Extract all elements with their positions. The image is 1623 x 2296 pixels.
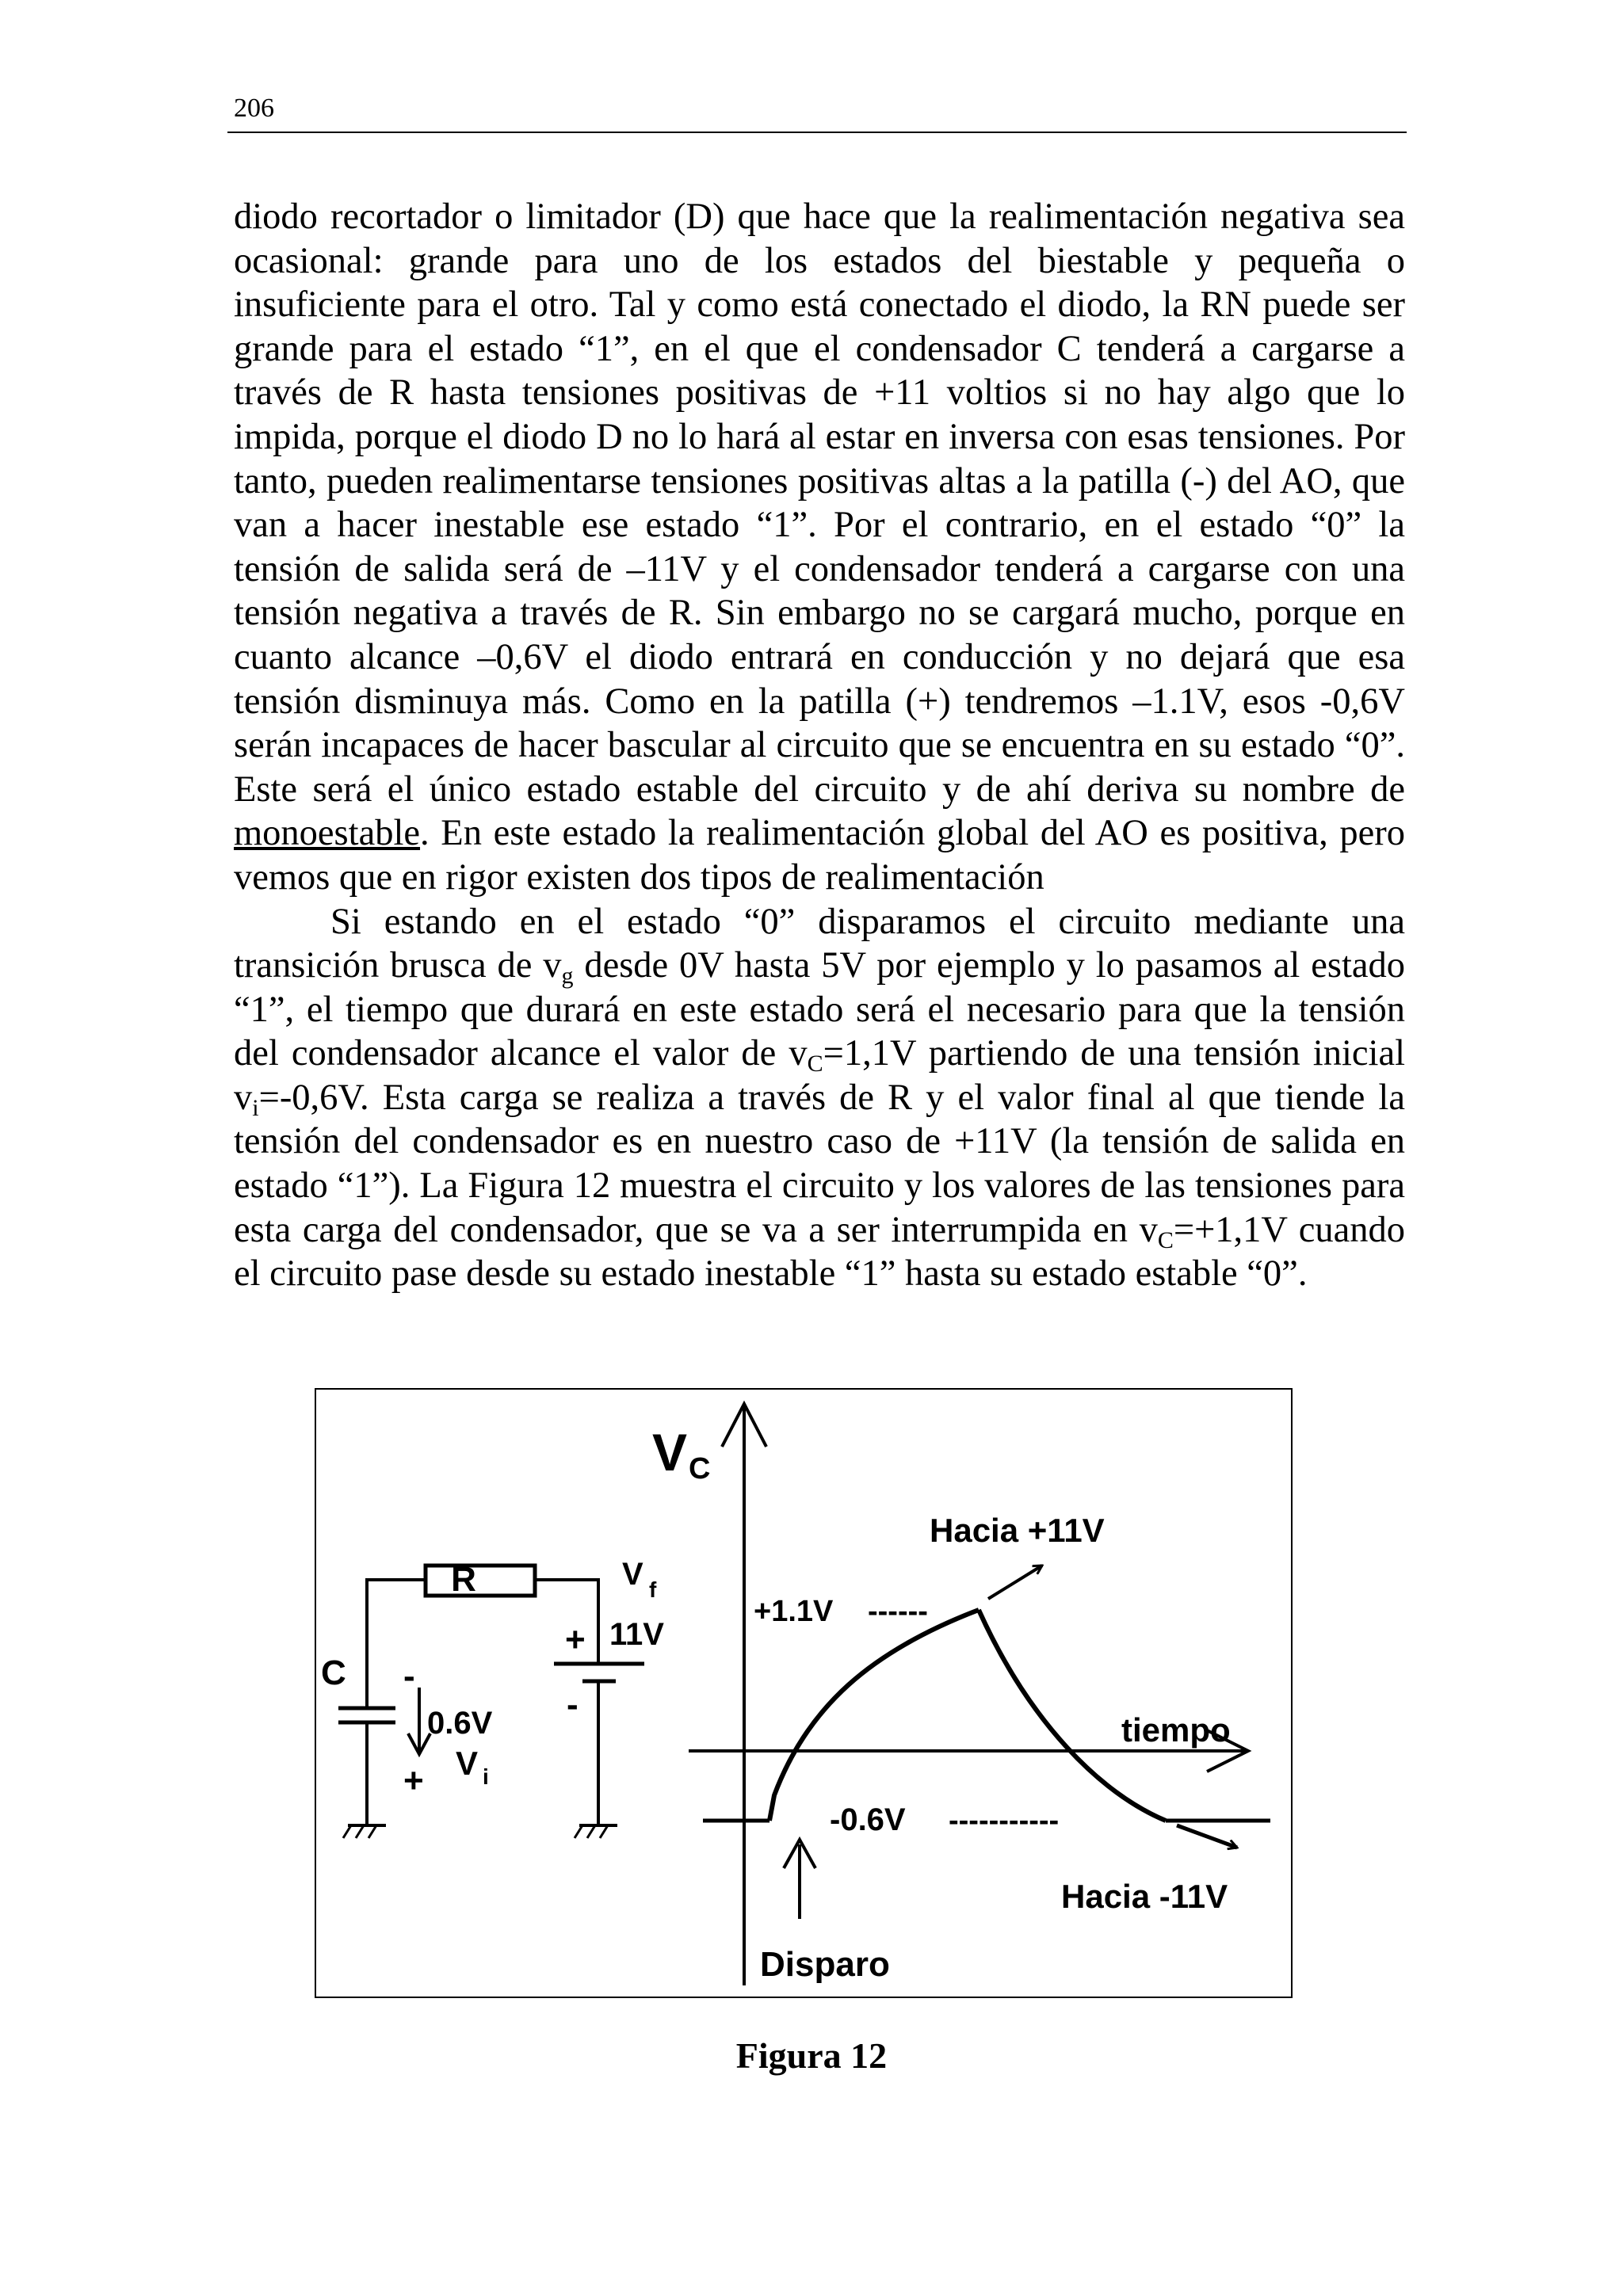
subscript-c: C: [807, 1051, 823, 1077]
figure-diagram: [316, 1390, 1291, 1997]
paragraph-2-text-2: desde 0V hasta 5V por ejemplo y lo pasamos al estado “1”, el tiempo que durará en este estado será el necesario para que la tensión del condensador alcance el valor de v: [234, 945, 1405, 1074]
vf-subscript: f: [649, 1577, 657, 1602]
charging-curve: [769, 1610, 979, 1821]
subscript-i: i: [252, 1094, 259, 1121]
paragraph-1-text-b: . En este estado la realimentación global del AO es positiva, pero vemos que en rigor existen dos tipos de realimentación: [234, 813, 1405, 898]
page-number: 206: [234, 93, 274, 123]
y-axis-label-subscript: C: [689, 1452, 711, 1486]
battery-minus-sign: -: [567, 1685, 579, 1724]
y-axis-label: V: [652, 1423, 688, 1482]
toward-negative-label: Hacia -11V: [1061, 1878, 1228, 1915]
capacitor-plus-sign: +: [403, 1761, 424, 1800]
vi-subscript: i: [483, 1764, 489, 1789]
battery-plus-sign: +: [565, 1620, 586, 1659]
figure-caption: Figura 12: [735, 2035, 888, 2076]
toward-positive-label: Hacia +11V: [930, 1512, 1105, 1549]
capacitor-label: C: [321, 1653, 346, 1692]
trigger-label: Disparo: [760, 1945, 890, 1984]
x-axis-label: tiempo: [1121, 1711, 1231, 1749]
header-rule: [227, 132, 1407, 133]
subscript-g: g: [561, 963, 574, 990]
ground-left-icon: [343, 1825, 386, 1838]
vi-label: V: [456, 1745, 479, 1782]
paragraph-2-text-1: Si estando en el estado “0” disparamos el circuito mediante una transición brusca de v: [234, 901, 1405, 986]
circuit: [338, 1566, 644, 1838]
upper-level-dashes: ------: [868, 1595, 928, 1628]
resistor-symbol: [426, 1566, 535, 1596]
paragraph-2: [234, 900, 1405, 1296]
paragraph-2-text-3: =1,1V partiendo de una tensión inicial v: [234, 1033, 1405, 1118]
paragraph-1-text-a: diodo recortador o limitador (D) que hace que la realimentación negativa sea ocasional: grande para uno de los estados del biestable y pequeña o insuficiente para el otro. Tal y como está conectado el diodo, la RN puede ser grande para el estado “1”, en el que el condensador C tenderá a cargarse a través de R hasta tensiones positivas de +11 voltios si no hay algo que lo impida, porque el diodo D no lo hará al estar en inversa con esas tensiones. Por tanto, pueden realimentarse tensiones positivas altas a la patilla (-) del AO, que van a hacer inestable ese estado “1”. Por el contrario, en el estado “0” la tensión de salida será de –11V y el condensador tenderá a cargarse con una tensión negativa a través de R. Sin embargo no se cargará mucho, porque en cuanto alcance –0,6V el diodo entrará en conducción y no dejará que esa tensión disminuya más. Como en la patilla (+) tendremos –1.1V, esos -0,6V serán incapaces de hacer bascular al circuito que se encuentra en su estado “0”. Este será el único estado estable del circuito y de ahí deriva su nombre de: [234, 196, 1405, 810]
resistor-label: R: [451, 1560, 476, 1599]
toward-positive-arrow-icon: [988, 1566, 1042, 1599]
figure-12: [315, 1388, 1293, 1998]
term-monoestable: monoestable: [234, 813, 421, 854]
lower-level-label: -0.6V: [830, 1802, 906, 1837]
ground-right-icon: [575, 1825, 617, 1838]
vf-label: V: [622, 1557, 643, 1592]
circuit-wire-top-left: [367, 1580, 426, 1589]
battery-voltage-label: 11V: [609, 1617, 664, 1652]
paragraph-2-text-4: =-0,6V. Esta carga se realiza a través de R y el valor final al que tiende la tensión del condensador es en nuestro caso de +11V (la tensión de salida en estado “1”). La Figura 12 muestra el circuito y los valores de las tensiones para esta carga del condensador, que se va a ser interrumpida en v: [234, 1077, 1405, 1250]
subscript-c-2: C: [1157, 1226, 1174, 1253]
upper-level-label: +1.1V: [754, 1595, 834, 1628]
capacitor-voltage-label: 0.6V: [427, 1706, 493, 1741]
toward-negative-arrow-icon: [1177, 1825, 1237, 1848]
body-text: [234, 195, 1405, 1296]
paragraph-1: [234, 195, 1405, 900]
capacitor-minus-sign: -: [403, 1657, 415, 1695]
paragraph-2-text-5: =+1,1V cuando el circuito pase desde su estado inestable “1” hasta su estado estable “0”.: [234, 1209, 1406, 1295]
lower-level-dashes: -----------: [949, 1804, 1060, 1837]
